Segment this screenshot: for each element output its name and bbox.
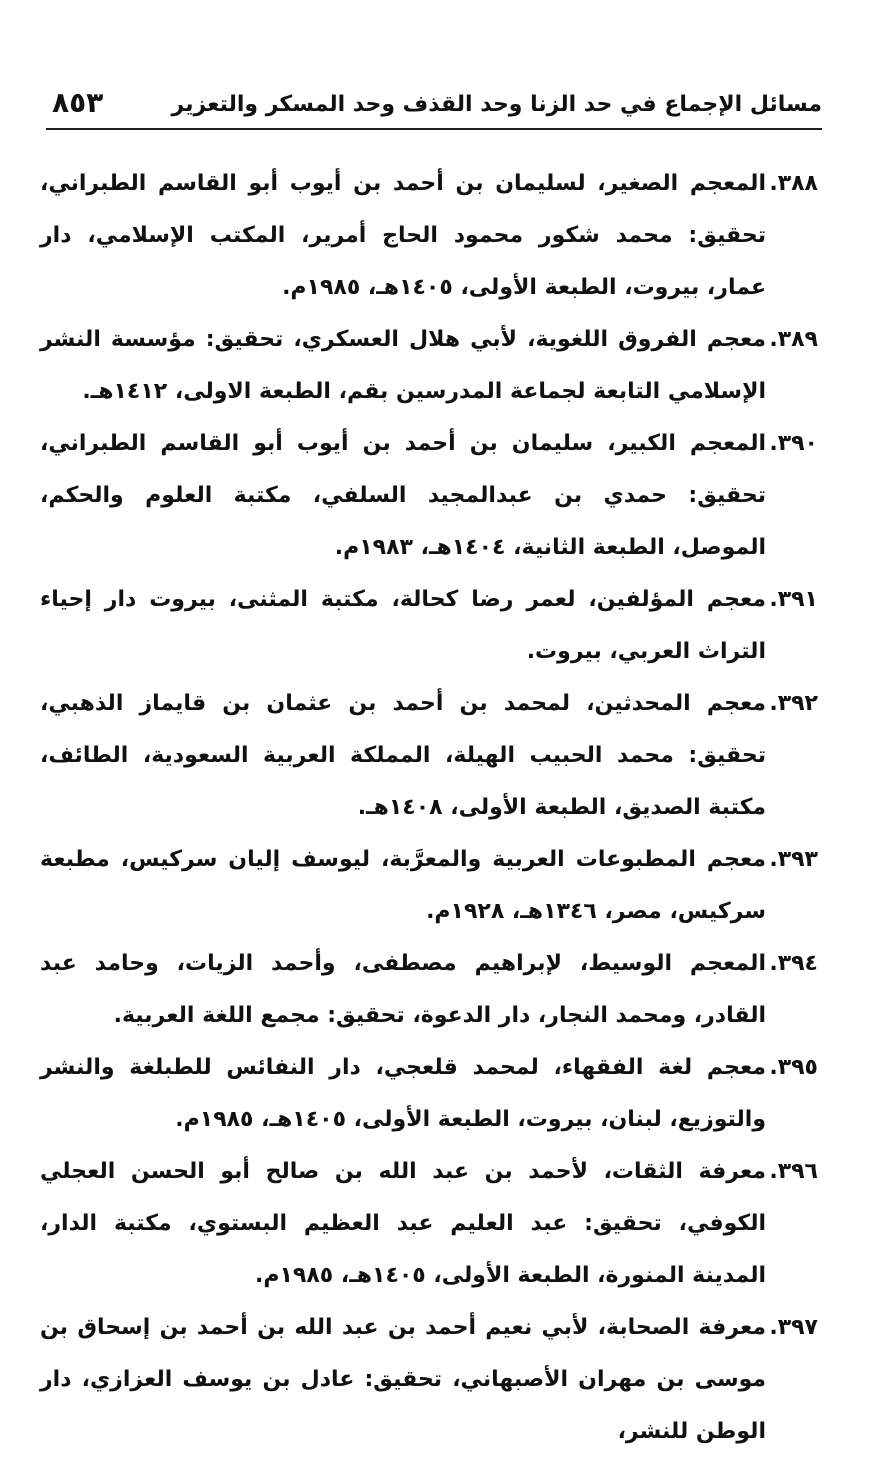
bibliography-list [40, 158, 818, 1458]
bibliography-entry [40, 678, 818, 834]
bibliography-entry [40, 418, 818, 574]
entry-number: ٣٩٧. [769, 1315, 818, 1340]
entry-text: المعجم الكبير، سليمان بن أحمد بن أيوب أبو القاسم الطبراني، تحقيق: حمدي بن عبدالمجيد السلفي، مكتبة العلوم والحكم، الموصل، الطبعة الثانية، ١٤٠٤هـ، ١٩٨٣م. [40, 431, 766, 560]
entry-number: ٣٩٢. [769, 691, 818, 716]
entry-text: معجم الفروق اللغوية، لأبي هلال العسكري، تحقيق: مؤسسة النشر الإسلامي التابعة لجماعة المدرسين بقم، الطبعة الاولى، ١٤١٢هـ. [40, 327, 766, 404]
entry-text: معجم المحدثين، لمحمد بن أحمد بن عثمان بن قايماز الذهبي، تحقيق: محمد الحبيب الهيلة، المملكة العربية السعودية، الطائف، مكتبة الصديق، الطبعة الأولى، ١٤٠٨هـ. [40, 691, 766, 820]
bibliography-entry [40, 314, 818, 418]
entry-number: ٣٩٠. [769, 431, 818, 456]
entry-number: ٣٨٨. [769, 171, 818, 196]
entry-number: ٣٨٩. [769, 327, 818, 352]
entry-text: معرفة الثقات، لأحمد بن عبد الله بن صالح أبو الحسن العجلي الكوفي، تحقيق: عبد العليم عبد العظيم البستوي، مكتبة الدار، المدينة المنورة، الطبعة الأولى، ١٤٠٥هـ، ١٩٨٥م. [40, 1159, 766, 1288]
entry-text: معجم المطبوعات العربية والمعرَّبة، ليوسف إليان سركيس، مطبعة سركيس، مصر، ١٣٤٦هـ، ١٩٢٨م. [40, 847, 766, 924]
bibliography-entry [40, 574, 818, 678]
entry-number: ٣٩٦. [769, 1159, 818, 1184]
running-header [46, 82, 822, 130]
entry-text: المعجم الوسيط، لإبراهيم مصطفى، وأحمد الزيات، وحامد عبد القادر، ومحمد النجار، دار الدعوة، تحقيق: مجمع اللغة العربية. [40, 951, 766, 1028]
bibliography-entry [40, 158, 818, 314]
entry-number: ٣٩٥. [769, 1055, 818, 1080]
entry-number: ٣٩٤. [769, 951, 818, 976]
book-title: مسائل الإجماع في حد الزنا وحد القذف وحد المسكر والتعزير [171, 92, 822, 117]
page-number: ٨٥٣ [52, 86, 104, 119]
entry-text: المعجم الصغير، لسليمان بن أحمد بن أيوب أبو القاسم الطبراني، تحقيق: محمد شكور محمود الحاج أمرير، المكتب الإسلامي، دار عمار، بيروت، الطبعة الأولى، ١٤٠٥هـ، ١٩٨٥م. [40, 171, 766, 300]
bibliography-entry [40, 1302, 818, 1458]
bibliography-entry [40, 1042, 818, 1146]
entry-text: معرفة الصحابة، لأبي نعيم أحمد بن عبد الله بن أحمد بن إسحاق بن موسى بن مهران الأصبهاني، تحقيق: عادل بن يوسف العزازي، دار الوطن للنشر، [40, 1315, 766, 1444]
entry-number: ٣٩٣. [769, 847, 818, 872]
entry-text: معجم لغة الفقهاء، لمحمد قلعجي، دار النفائس للطبلغة والنشر والتوزيع، لبنان، بيروت، الطبعة الأولى، ١٤٠٥هـ، ١٩٨٥م. [40, 1055, 766, 1132]
entry-number: ٣٩١. [769, 587, 818, 612]
entry-text: معجم المؤلفين، لعمر رضا كحالة، مكتبة المثنى، بيروت دار إحياء التراث العربي، بيروت. [40, 587, 766, 664]
bibliography-entry [40, 834, 818, 938]
bibliography-entry [40, 1146, 818, 1302]
bibliography-entry [40, 938, 818, 1042]
